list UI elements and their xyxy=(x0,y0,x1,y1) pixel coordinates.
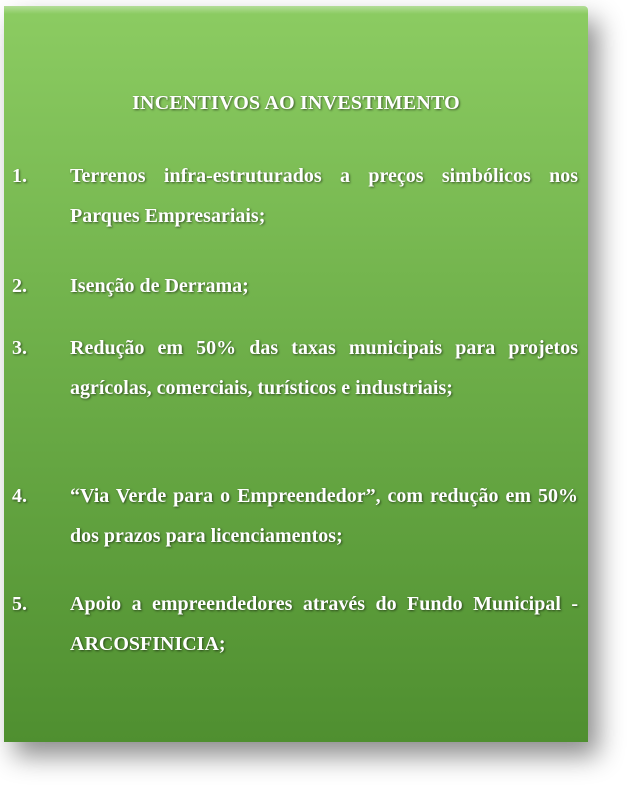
list-item xyxy=(12,266,578,306)
list-item-text: “Via Verde para o Empreendedor”, com redução em 50% dos prazos para licenciamentos; xyxy=(70,485,578,547)
incentives-panel xyxy=(4,6,588,742)
panel-title: INCENTIVOS AO INVESTIMENTO xyxy=(132,92,460,114)
list-item xyxy=(12,584,578,664)
list-item-number: 3. xyxy=(12,337,27,359)
list-item xyxy=(12,328,578,408)
list-item-number: 5. xyxy=(12,593,27,615)
list-item xyxy=(12,156,578,236)
list-item-number: 4. xyxy=(12,485,27,507)
list-item-text: Terrenos infra-estruturados a preços simbólicos nos Parques Empresariais; xyxy=(70,165,578,227)
list-item xyxy=(12,476,578,556)
list-item-number: 2. xyxy=(12,275,27,297)
list-item-text: Apoio a empreendedores através do Fundo Municipal - ARCOSFINICIA; xyxy=(70,593,578,655)
list-item-text: Redução em 50% das taxas municipais para projetos agrícolas, comerciais, turísticos e industriais; xyxy=(70,337,578,399)
list-item-number: 1. xyxy=(12,165,27,187)
list-item-text: Isenção de Derrama; xyxy=(70,275,249,297)
